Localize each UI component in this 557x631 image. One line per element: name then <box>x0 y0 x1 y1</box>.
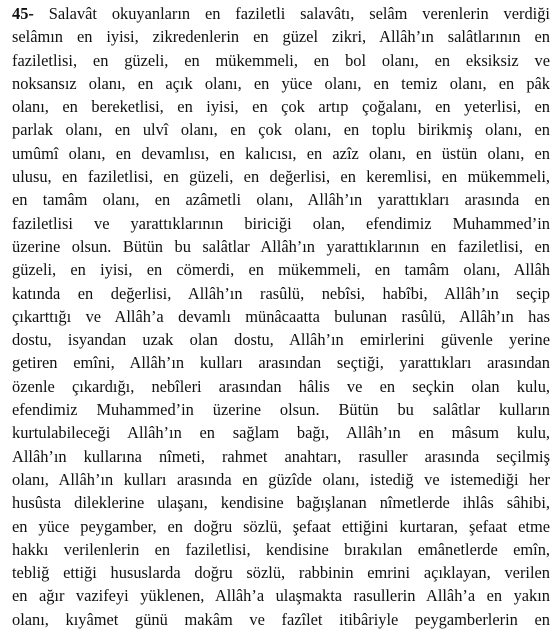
paragraph-number: 45- <box>12 4 34 23</box>
text-line: olanı, Allâh’ın kulları arasında en güzîde olanı, istediğ ve istemediği her <box>12 469 550 489</box>
text-line: güzeli, en iyisi, en cömerdi, en mükemmeli, en tamâm olanı, Allâh <box>12 260 550 280</box>
text-line: olanı, en bereketlisi, en iyisi, en çok artıp çoğalanı, en yeterlisi, en <box>12 97 550 117</box>
line-text: Salavât okuyanların en faziletli salavâtı, selâm verenlerin verdiği <box>48 4 550 23</box>
text-line: ulusu, en faziletlisi, en güzeli, en değerlisi, en keremlisi, en mükemmeli, <box>12 167 550 187</box>
text-line: selâmın en iyisi, zikredenlerin en güzel zikri, Allâh’ın salâtlarının en <box>12 27 550 47</box>
text-line: umûmî olanı, en devamlısı, en kalıcısı, en azîz olanı, en üstün olanı, en <box>12 143 550 163</box>
text-line: çıkarttığı ve Allâh’a devamlı münâcaatta bulunan rasûlü, Allâh’ın has <box>12 306 550 326</box>
paragraph-45 <box>12 2 550 631</box>
text-line: noksansız olanı, en açık olanı, en yüce olanı, en temiz olanı, en pâk <box>12 73 550 93</box>
text-line: parlak olanı, en ulvî olanı, en çok olanı, en toplu birikmiş olanı, en <box>12 120 550 140</box>
text-line: özenle çıkardığı, nebîleri arasından hâlis ve en seçkin olan kulu, <box>12 376 550 396</box>
text-line: üzerine olsun. Bütün bu salâtlar Allâh’ın yarattıklarının en faziletlisi, en <box>12 236 550 256</box>
text-line: efendimiz Muhammed’in üzerine olsun. Bütün bu salâtlar kulların <box>12 400 550 420</box>
text-line: kurtulabileceği Allâh’ın en sağlam bağı, Allâh’ın en mâsum kulu, <box>12 423 550 443</box>
text-line: getiren emîni, Allâh’ın kulları arasından seçtiği, yarattıkları arasından <box>12 353 550 373</box>
text-line: katında en değerlisi, Allâh’ın rasûlü, nebîsi, habîbi, Allâh’ın seçip <box>12 283 550 303</box>
text-line: olanı, kıyâmet günü makâm ve fazîlet itibâriyle peygamberlerin en <box>12 609 550 629</box>
text-line <box>12 2 550 25</box>
text-line: en tamâm olanı, en azâmetli olanı, Allâh’ın yarattıkları arasında en <box>12 190 550 210</box>
text-line: hakkı verilenlerin en faziletlisi, kendisine bırakılan emânetlerde emîn, <box>12 539 550 559</box>
text-line: faziletlisi ve yarattıklarının biriciği olan, efendimiz Muhammed’in <box>12 213 550 233</box>
text-line: faziletlisi, en güzeli, en mükemmeli, en bol olanı, en eksiksiz ve <box>12 50 550 70</box>
text-line: en yüce peygamber, en doğru sözlü, şefaat ettiğini kurtaran, şefaat etme <box>12 516 550 536</box>
text-line: tebliğ ettiği hususlarda doğru sözlü, rabbinin emrini açıklayan, verilen <box>12 563 550 583</box>
text-line: Allâh’ın kullarına nîmeti, rahmet anahtarı, rasuller arasında seçilmiş <box>12 446 550 466</box>
text-line: husûsta dileklerine ulaşanı, kendisine bağışlanan nîmetlerde ihlâs sâhibi, <box>12 493 550 513</box>
text-line: dostu, isyandan uzak olan dostu, Allâh’ın emirlerini güvenle yerine <box>12 330 550 350</box>
text-line: en ağır vazifeyi yüklenen, Allâh’a ulaşmakta rasullerin Allâh’a en yakın <box>12 586 550 606</box>
